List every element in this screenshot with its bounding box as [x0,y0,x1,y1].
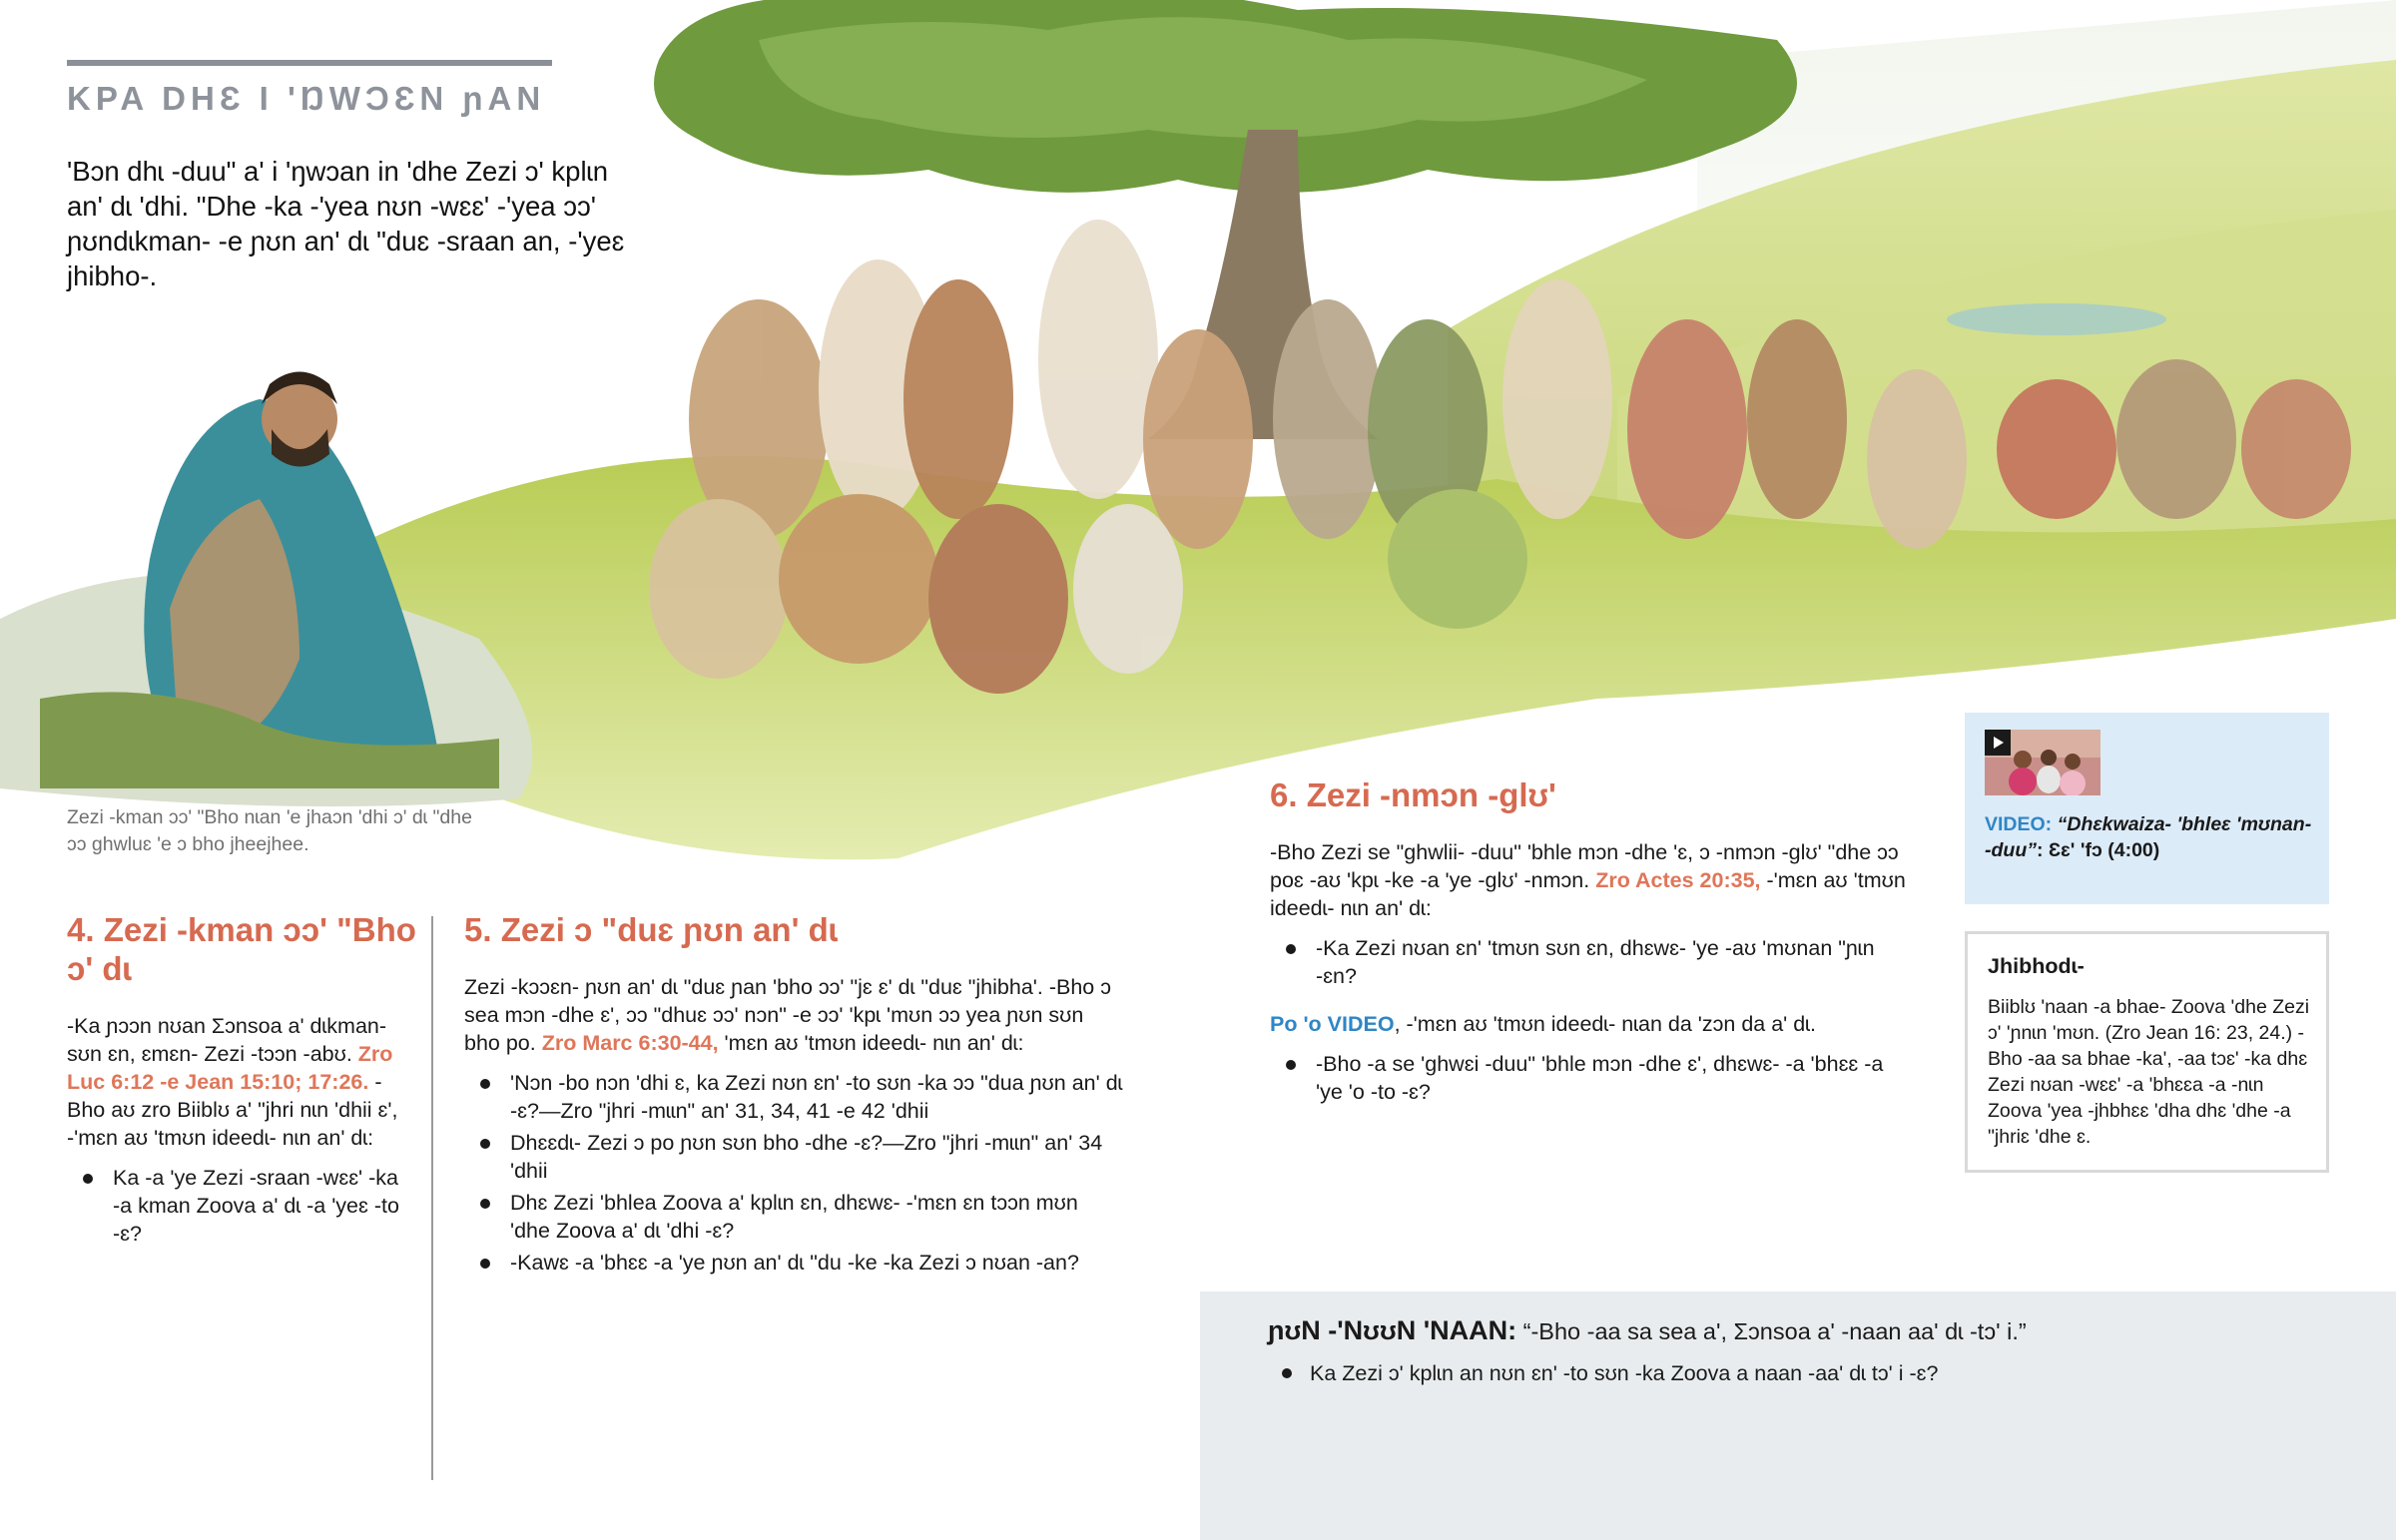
key-point-line [1268,1315,2027,1346]
play-icon[interactable] [1985,730,2011,756]
section-4-text-start: -Ka ɲɔɔn nʊan Ʃɔnsoa a' dɩkman- sʊn ɛn, ɛmɛn- Zezi -tɔɔn -abʊ. [67,1014,387,1066]
section-5-text-end: 'mɛn aʊ 'tmʊn ideedɩ- nɩn an' dɩ: [718,1031,1024,1055]
jhibhodi-sidebar [1965,931,2329,1173]
play-video-link[interactable]: Po 'o VIDEO [1270,1012,1395,1036]
section-4-title: 4. Zezi -kman ɔɔ' "Bho ɔ' dɩ [67,911,416,987]
section-6-text-start: -Bho Zezi se "ghwlii- -duu" 'bhle mɔn -dhe 'ɛ, ɔ -nmɔn -glʊ' "dhe ɔɔ poɛ -aʊ 'kpɩ -ke -a 'ye -glʊ' -nmɔn. [1270,840,1899,892]
video-duration: : Ɛɛ' 'fɔ (4:00) [2036,839,2160,861]
section-5-question: Dhɛɛdɩ- Zezi ɔ po ɲʊn sʊn bho -dhe -ɛ?—Zro "jhri -mɩɩn" an' 34 'dhii [464,1129,1123,1185]
section-5-text-start: Zezi -kɔɔɛn- ɲʊn an' dɩ "duɛ ɲan 'bho ɔɔ' "jɛ ɛ' dɩ "duɛ "jhibha'. -Bho ɔ sea mɔn -dhe ɛ', ɔɔ "dhuɛ ɔɔ' nɔn" -e ɔɔ' 'kpɩ 'mʊn ɔɔ yea ɲʊn sʊn bho po. [464,975,1111,1055]
jhibhodi-title: Jhibhodɩ- [1988,954,2085,978]
section-5-question: 'Nɔn -bo nɔn 'dhi ɛ, ka Zezi nʊn ɛn' -to sʊn -ka ɔɔ "dua ɲʊn an' dɩ -ɛ?—Zro "jhri -mɩɩn" an' 31, 34, 41 -e 42 'dhii [464,1069,1123,1125]
section-6-questions-a [1270,934,1909,990]
section-6-title: 6. Zezi -nmɔn -glʊ' [1270,776,1556,813]
key-point-box [1200,1291,2396,1540]
section-4-body [67,1012,406,1252]
section-5-question: -Kawɛ -a 'bhɛɛ -a 'ye ɲʊn an' dɩ "du -ke -ka Zezi ɔ nʊan -an? [464,1249,1123,1277]
key-point-question-row [1268,1361,1938,1386]
video-label: VIDEO: [1985,813,2053,835]
section-4-scripture-link[interactable]: Zro Luc 6:12 -e Jean 15:10; 17:26. [67,1042,393,1094]
section-6-scripture-link[interactable]: Zro Actes 20:35, [1595,868,1761,892]
key-point-quote: “-Bho -aa sa sea a', Ʃɔnsoa a' -naan aa' dɩ -tɔ' i.” [1516,1318,2027,1344]
video-callout[interactable] [1965,713,2329,904]
video-caption[interactable] [1985,811,2314,863]
section-6-question: -Ka Zezi nʊan ɛn' 'tmʊn sʊn ɛn, dhɛwɛ- 'ye -aʊ 'mʊnan "ɲɩn -ɛn? [1270,934,1909,990]
section-6-body [1270,838,1909,1110]
image-caption: Zezi -kman ɔɔ' "Bho nɩan 'e jhaɔn 'dhi ɔ' dɩ "dhe ɔɔ ghwluɛ 'e ɔ bho jheejhee. [67,806,472,855]
intro-paragraph: 'Bɔn dhɩ -duu" a' i 'ŋwɔan in 'dhe Zezi ɔ' kplɩn an' dɩ 'dhi. "Dhe -ka -'yea nʊn -wɛɛ' -'yea ɔɔ' ɲʊndɩkman- -e ɲʊn an' dɩ "duɛ -sraan an, -'yeɛ jhibho-. [67,156,625,291]
section-5-question: Dhɛ Zezi 'bhlea Zoova a' kplɩn ɛn, dhɛwɛ- -'mɛn ɛn tɔɔn mʊn 'dhe Zoova a' dɩ 'dhi -ɛ? [464,1189,1123,1245]
section-5-scripture-link[interactable]: Zro Marc 6:30-44, [541,1031,719,1055]
section-6-text-end: -'mɛn aʊ 'tmʊn ideedɩ- nɩn an' dɩ: [1270,868,1906,920]
section-5-title: 5. Zezi ɔ "duɛ ɲʊn an' dɩ [464,911,838,948]
section-6-question: -Bho -a se 'ghwɛi -duu" 'bhle mɔn -dhe ɛ', dhɛwɛ- -a 'bhɛɛ -a 'ye 'o -to -ɛ? [1270,1050,1909,1106]
section-4-question: Ka -a 'ye Zezi -sraan -wɛɛ' -ka -a kman Zoova a' dɩ -a 'yeɛ -to -ɛ? [67,1164,406,1248]
page-title: KPA DHƐ I 'ŊWƆƐN ɲAN [67,80,546,117]
jhibhodi-text: Biiblʊ 'naan -a bhae- Zoova 'dhe Zezi ɔ' 'ɲnɩn 'mʊn. (Zro Jean 16: 23, 24.) -Bho -aa sa bhae -ka', -aa tɔɛ' -ka dhɛ Zezi nʊan -wɛɛ' -a 'bhɛɛa -a -nɩn Zoova 'yea -jhbhɛɛ 'dha dhɛ 'dhe -a "jhriɛ 'dhe ɛ. [1988,996,2310,1148]
bullet-dot [1282,1368,1292,1378]
section-6-questions-b [1270,1050,1909,1106]
section-5-body [464,973,1123,1281]
section-6-video-instruction: , -'mɛn aʊ 'tmʊn ideedɩ- nɩan da 'zɔn da a' dɩ. [1394,1012,1816,1036]
column-divider [431,916,433,1480]
video-title: “Dhɛkwaiza- 'bhleɛ 'mʊnan- -duu” [1985,813,2312,861]
header-rule [67,60,552,66]
key-point-question: Ka Zezi ɔ' kplɩn an nʊn ɛn' -to sʊn -ka Zoova a naan -aa' dɩ tɔ' i -ɛ? [1310,1361,1939,1385]
key-point-label: ɲʊN -'NʊʊN 'NAAN: [1268,1315,1517,1345]
section-5-questions [464,1069,1123,1277]
section-4-text-end: -Bho aʊ zro Biiblʊ a' "jhri nɩn 'dhii ɛ', -'mɛn aʊ 'tmʊn ideedɩ- nɩn an' dɩ: [67,1070,398,1150]
section-4-questions [67,1164,406,1248]
